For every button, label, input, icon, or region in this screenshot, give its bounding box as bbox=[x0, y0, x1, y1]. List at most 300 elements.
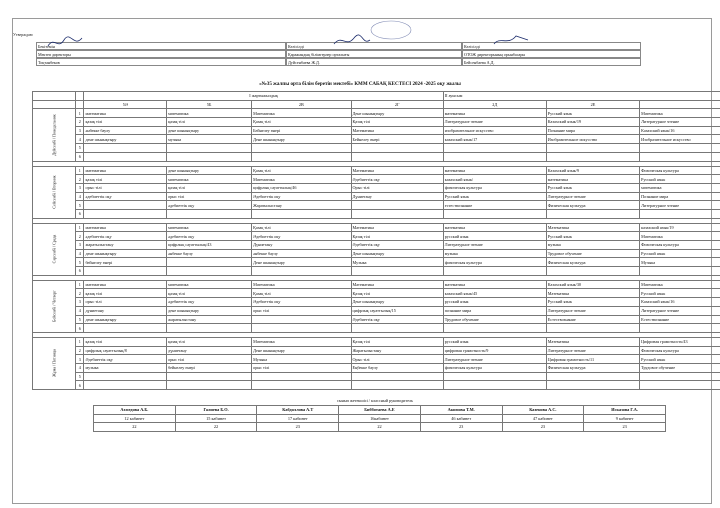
lesson-cell: Математика bbox=[546, 337, 639, 346]
lesson-cell bbox=[640, 324, 720, 333]
lesson-cell bbox=[167, 209, 252, 218]
lesson-cell: физическая культура bbox=[443, 363, 546, 372]
teachers-row bbox=[94, 423, 666, 432]
table-row bbox=[33, 109, 720, 118]
table-row bbox=[33, 346, 720, 355]
schedule-table bbox=[32, 91, 720, 390]
lesson-cell: казахский язык/19 bbox=[640, 223, 720, 232]
lesson-cell: Әдебиеттік оқу bbox=[351, 241, 443, 250]
shift-header-2: II ауысым bbox=[443, 92, 720, 101]
lesson-cell bbox=[252, 209, 351, 218]
lesson-cell bbox=[443, 152, 546, 161]
lesson-cell: Дене шынықтыру bbox=[351, 298, 443, 307]
lesson-cell: цифрлық сауаттылық/43 bbox=[167, 241, 252, 250]
table-row bbox=[33, 372, 720, 381]
day-name: Жұма / Пятница bbox=[51, 349, 57, 378]
lesson-cell: русский язык bbox=[443, 232, 546, 241]
lesson-cell: цифрлық сауаттылық/15 bbox=[351, 306, 443, 315]
class-header: 5Ә bbox=[84, 100, 167, 109]
class-header: 2Г bbox=[351, 100, 443, 109]
lesson-cell: Русский язык bbox=[640, 249, 720, 258]
lesson-cell: Бейнелеу өнері bbox=[252, 126, 351, 135]
lesson-cell: Математика bbox=[546, 289, 639, 298]
lesson-cell: Дене шынықтыру bbox=[351, 249, 443, 258]
table-row bbox=[33, 144, 720, 153]
lesson-cell: физическая культура bbox=[443, 258, 546, 267]
lesson-cell: орыс тілі bbox=[84, 183, 167, 192]
table-row bbox=[33, 209, 720, 218]
teacher-name: Акимова Т.М. bbox=[420, 406, 502, 415]
class-header: 2В bbox=[252, 100, 351, 109]
lesson-cell: изобразительное искусство bbox=[443, 126, 546, 135]
teacher-name: Ахмедова А.Б. bbox=[94, 406, 176, 415]
shift-header-row bbox=[33, 92, 720, 101]
lesson-cell bbox=[546, 144, 639, 153]
lesson-cell: орыс тілі bbox=[84, 298, 167, 307]
lesson-cell: Математика bbox=[252, 109, 351, 118]
lesson-cell: Математика bbox=[252, 337, 351, 346]
lesson-cell: познание мира bbox=[443, 306, 546, 315]
table-row bbox=[33, 381, 720, 390]
lesson-cell: орыс тілі bbox=[167, 192, 252, 201]
lesson-cell: Жаратылыстану bbox=[351, 346, 443, 355]
lesson-number: 2 bbox=[76, 232, 84, 241]
lesson-cell: Русский язык bbox=[546, 232, 639, 241]
table-row bbox=[33, 363, 720, 372]
day-name: Сәрсенбі / Среда bbox=[51, 234, 57, 264]
lesson-cell: Русский язык bbox=[546, 183, 639, 192]
teacher-room: 17 кабинет bbox=[257, 414, 339, 423]
lesson-cell: Орыс тілі bbox=[351, 355, 443, 364]
lesson-cell: математика bbox=[84, 223, 167, 232]
table-row bbox=[33, 183, 720, 192]
lesson-cell bbox=[443, 324, 546, 333]
lesson-cell: дене шынықтыру bbox=[84, 135, 167, 144]
lesson-cell: Математика bbox=[351, 166, 443, 175]
lesson-cell: Қазақ тілі bbox=[252, 223, 351, 232]
table-row bbox=[33, 152, 720, 161]
lesson-cell bbox=[84, 324, 167, 333]
lesson-cell bbox=[84, 209, 167, 218]
lesson-number: 6 bbox=[76, 267, 84, 276]
lesson-cell: Математика bbox=[546, 223, 639, 232]
class-count: 23 bbox=[257, 423, 339, 432]
lesson-cell bbox=[167, 372, 252, 381]
lesson-cell: дене шынықтыру bbox=[167, 306, 252, 315]
lesson-number: 4 bbox=[76, 249, 84, 258]
table-row bbox=[33, 201, 720, 210]
agreed-signature-1 bbox=[332, 34, 372, 50]
lesson-cell: әнбекке баулу bbox=[252, 249, 351, 258]
approve-mid-3: Дуйсенбаева Ж.Д. bbox=[286, 58, 462, 66]
lesson-cell bbox=[640, 267, 720, 276]
class-count: 23 bbox=[420, 423, 502, 432]
lesson-cell: Казахский язык/16 bbox=[640, 126, 720, 135]
lesson-cell bbox=[167, 324, 252, 333]
lesson-cell: казахский язык/17 bbox=[443, 135, 546, 144]
lesson-cell bbox=[443, 372, 546, 381]
lesson-cell: Еңбекке баулу bbox=[351, 363, 443, 372]
teachers-row bbox=[94, 406, 666, 415]
lesson-cell: Физическая культура bbox=[640, 241, 720, 250]
lesson-cell: физическая культура bbox=[443, 183, 546, 192]
lesson-cell: Музыка bbox=[640, 258, 720, 267]
lesson-cell bbox=[351, 267, 443, 276]
table-row bbox=[33, 241, 720, 250]
lesson-cell: казахский язык/45 bbox=[443, 289, 546, 298]
lesson-cell bbox=[84, 381, 167, 390]
lesson-number: 5 bbox=[76, 258, 84, 267]
lesson-cell bbox=[546, 209, 639, 218]
lesson-cell: Математика bbox=[640, 109, 720, 118]
lesson-cell: Қазақ тілі bbox=[351, 289, 443, 298]
lesson-cell: Литературное чтение bbox=[640, 118, 720, 127]
lesson-cell bbox=[546, 372, 639, 381]
lesson-cell: музыка bbox=[443, 249, 546, 258]
table-row bbox=[33, 192, 720, 201]
teacher-name: Галиева Б.О. bbox=[175, 406, 257, 415]
lesson-cell: математика bbox=[167, 223, 252, 232]
shift-header-1: I жартыжылдық bbox=[84, 92, 443, 101]
table-row bbox=[33, 118, 720, 127]
table-row bbox=[33, 223, 720, 232]
schedule-title: «№35 жалпы орта білім беретін мектебі» КММ САБАҚ КЕСТЕСІ 2024 -2025 оқу жылы bbox=[259, 81, 461, 87]
lesson-cell bbox=[84, 144, 167, 153]
lesson-cell: математика bbox=[84, 166, 167, 175]
lesson-cell: Цифровая грамотность/43 bbox=[640, 337, 720, 346]
lesson-cell: Русский язык bbox=[640, 289, 720, 298]
lesson-cell: әдебиеттік оқу bbox=[167, 298, 252, 307]
agreed-signature-2 bbox=[492, 32, 532, 48]
lesson-cell bbox=[546, 152, 639, 161]
lesson-cell bbox=[443, 267, 546, 276]
lesson-cell: орыс тілі bbox=[252, 306, 351, 315]
lesson-number: 6 bbox=[76, 152, 84, 161]
table-row bbox=[33, 232, 720, 241]
lesson-cell: Қазақ тілі bbox=[252, 166, 351, 175]
lesson-cell bbox=[351, 324, 443, 333]
class-count: 22 bbox=[175, 423, 257, 432]
teacher-room: 47 кабинет bbox=[502, 414, 584, 423]
lesson-number: 5 bbox=[76, 372, 84, 381]
lesson-cell: әдебиеттік оқу bbox=[167, 201, 252, 210]
lesson-number: 6 bbox=[76, 324, 84, 333]
table-row bbox=[33, 135, 720, 144]
lesson-number: 2 bbox=[76, 289, 84, 298]
lesson-cell: казахский язык/ bbox=[443, 175, 546, 184]
table-row bbox=[33, 315, 720, 324]
lesson-cell bbox=[640, 144, 720, 153]
teachers-row bbox=[94, 414, 666, 423]
lesson-cell bbox=[84, 267, 167, 276]
lesson-cell: Трудовое обучение bbox=[640, 363, 720, 372]
lesson-number: 1 bbox=[76, 109, 84, 118]
lesson-cell: математика bbox=[443, 166, 546, 175]
lesson-cell: математика bbox=[443, 280, 546, 289]
lesson-cell bbox=[252, 152, 351, 161]
lesson-cell bbox=[546, 267, 639, 276]
approve-right-1: Келісілді bbox=[462, 42, 641, 50]
lesson-cell bbox=[351, 201, 443, 210]
lesson-cell bbox=[351, 372, 443, 381]
lesson-cell: Дүниетану bbox=[252, 241, 351, 250]
lesson-cell: Орыс тілі bbox=[351, 183, 443, 192]
lesson-cell: музыка bbox=[84, 363, 167, 372]
lesson-number: 1 bbox=[76, 280, 84, 289]
lesson-cell: Литературное чтение bbox=[443, 241, 546, 250]
lesson-cell: дене шынықтыру bbox=[167, 126, 252, 135]
approve-mid-2: Қаражандық білімгерлер орталығы bbox=[286, 50, 462, 58]
lesson-cell: Математика bbox=[351, 126, 443, 135]
table-row bbox=[33, 337, 720, 346]
lesson-cell: Литературное чтение bbox=[546, 306, 639, 315]
lesson-number: 2 bbox=[76, 346, 84, 355]
lesson-number: 1 bbox=[76, 166, 84, 175]
lesson-number: 2 bbox=[76, 175, 84, 184]
lesson-cell: Математика bbox=[252, 280, 351, 289]
lesson-cell: Дене шынықтыру bbox=[252, 258, 351, 267]
lesson-cell bbox=[443, 381, 546, 390]
class-header-row bbox=[33, 100, 720, 109]
day-name: Сейсенбі / Вторник bbox=[51, 175, 57, 209]
teacher-name: Кабдоллова А.Т bbox=[257, 406, 339, 415]
lesson-cell: Русский язык bbox=[640, 355, 720, 364]
table-row bbox=[33, 324, 720, 333]
lesson-cell: Әдебиеттік оқу bbox=[351, 175, 443, 184]
lesson-cell: Казахский язык/30 bbox=[546, 280, 639, 289]
lesson-cell: Әдебиеттік оқу bbox=[252, 192, 351, 201]
lesson-cell: Естествознание bbox=[640, 315, 720, 324]
lesson-cell: математика bbox=[546, 175, 639, 184]
lesson-cell: Дене шынықтыру bbox=[351, 109, 443, 118]
lesson-cell: Математика bbox=[351, 280, 443, 289]
lesson-cell: орыс тілі bbox=[167, 355, 252, 364]
lesson-cell: Казахский язык/19 bbox=[546, 118, 639, 127]
table-row bbox=[33, 298, 720, 307]
class-count: 22 bbox=[94, 423, 176, 432]
lesson-cell: Математика bbox=[640, 232, 720, 241]
lesson-number: 6 bbox=[76, 381, 84, 390]
lesson-cell bbox=[252, 267, 351, 276]
lesson-cell bbox=[84, 201, 167, 210]
lesson-cell: Литературное чтение bbox=[443, 355, 546, 364]
lesson-number: 1 bbox=[76, 223, 84, 232]
approve-left-3: Тоқтанбеков bbox=[36, 58, 286, 66]
lesson-cell: русский язык bbox=[443, 298, 546, 307]
approve-right-2: ОТОЖ директорының орынбасары bbox=[462, 50, 641, 58]
lesson-cell bbox=[84, 152, 167, 161]
table-row bbox=[33, 258, 720, 267]
lesson-cell bbox=[546, 381, 639, 390]
table-row bbox=[33, 355, 720, 364]
lesson-cell: дене шынықтыру bbox=[84, 249, 167, 258]
lesson-cell: Математика bbox=[640, 280, 720, 289]
lesson-cell: Литературное чтение bbox=[443, 118, 546, 127]
lesson-cell bbox=[640, 372, 720, 381]
approve-mid-1: Келісілді bbox=[286, 42, 462, 50]
day-label bbox=[33, 109, 76, 161]
lesson-cell bbox=[84, 372, 167, 381]
lesson-cell bbox=[351, 209, 443, 218]
lesson-cell: естествознание bbox=[443, 201, 546, 210]
class-count: 23 bbox=[502, 423, 584, 432]
day-name: Бейсенбі / Четверг bbox=[51, 290, 57, 323]
lesson-number: 4 bbox=[76, 306, 84, 315]
lesson-cell: Дене шынықтыру bbox=[252, 346, 351, 355]
class-header: 2Е bbox=[546, 100, 639, 109]
lesson-number: 3 bbox=[76, 183, 84, 192]
lesson-cell: Әдебиеттік оқу bbox=[252, 232, 351, 241]
lesson-cell: Музыка bbox=[252, 355, 351, 364]
lesson-cell bbox=[443, 209, 546, 218]
director-signature bbox=[46, 34, 86, 52]
lesson-cell: Литературное чтение bbox=[640, 201, 720, 210]
lesson-cell: Қазақ тілі bbox=[351, 337, 443, 346]
lesson-number: 5 bbox=[76, 315, 84, 324]
lesson-cell: Әдебиеттік оқу bbox=[252, 298, 351, 307]
lesson-cell: қазақ тілі bbox=[84, 118, 167, 127]
lesson-cell bbox=[167, 267, 252, 276]
lesson-number: 5 bbox=[76, 144, 84, 153]
lesson-number: 3 bbox=[76, 298, 84, 307]
lesson-number: 2 bbox=[76, 118, 84, 127]
lesson-cell: дене шынықтыру bbox=[84, 315, 167, 324]
class-header: 5Б bbox=[167, 100, 252, 109]
day-name: Дүйсенбі / Понедельник bbox=[51, 114, 57, 156]
lesson-cell: Қазақ тілі bbox=[252, 289, 351, 298]
lesson-cell: әнбекке баулу bbox=[84, 126, 167, 135]
lesson-cell bbox=[351, 152, 443, 161]
lesson-cell: Познание мира bbox=[546, 126, 639, 135]
lesson-cell: цифрлық сауаттылық/46 bbox=[252, 183, 351, 192]
lesson-cell: Казахский язык/16 bbox=[640, 298, 720, 307]
lesson-cell: Изобразительное искусство bbox=[640, 135, 720, 144]
lesson-cell: қазақ тілі bbox=[167, 183, 252, 192]
lesson-cell: Бейнелеу өнері bbox=[351, 135, 443, 144]
table-row bbox=[33, 249, 720, 258]
lesson-cell bbox=[252, 144, 351, 153]
lesson-cell: Литературное чтение bbox=[546, 192, 639, 201]
approve-right-3: Бейсенбаева А.Д. bbox=[462, 58, 641, 66]
lesson-cell: қазақ тілі bbox=[84, 175, 167, 184]
teacher-room: 46 кабинет bbox=[420, 414, 502, 423]
lesson-cell: математика bbox=[167, 175, 252, 184]
lesson-cell bbox=[443, 144, 546, 153]
lesson-cell: Музыка bbox=[351, 258, 443, 267]
table-row bbox=[33, 280, 720, 289]
lesson-cell: математика bbox=[84, 280, 167, 289]
table-row bbox=[33, 267, 720, 276]
stamp-icon bbox=[369, 19, 413, 41]
lesson-cell: Русский язык bbox=[443, 192, 546, 201]
lesson-number: 5 bbox=[76, 201, 84, 210]
lesson-cell: дүниетану bbox=[84, 306, 167, 315]
lesson-cell: Қазақ тілі bbox=[351, 118, 443, 127]
lesson-cell: Физическая культура bbox=[546, 363, 639, 372]
lesson-cell: жаратылыстану bbox=[167, 315, 252, 324]
lesson-cell: Русский язык bbox=[546, 298, 639, 307]
lesson-cell: Математика bbox=[351, 223, 443, 232]
class-header: 2Д bbox=[443, 100, 546, 109]
lesson-cell: математика bbox=[84, 109, 167, 118]
lesson-cell: математика bbox=[167, 109, 252, 118]
table-row bbox=[33, 175, 720, 184]
day-label bbox=[33, 223, 76, 275]
lesson-cell: математика bbox=[443, 109, 546, 118]
teacher-room: 12 кабинет bbox=[94, 414, 176, 423]
lesson-cell: Познание мира bbox=[640, 192, 720, 201]
class-count: 22 bbox=[339, 423, 421, 432]
lesson-cell: математика bbox=[443, 223, 546, 232]
teachers-table bbox=[93, 405, 666, 432]
lesson-cell: цифрлық сауаттылық/8 bbox=[84, 346, 167, 355]
lesson-cell: Математика bbox=[252, 175, 351, 184]
teacher-name: Исказова Г.А. bbox=[584, 406, 666, 415]
lesson-cell: цифровая грамотность/9 bbox=[443, 346, 546, 355]
lesson-cell: Физическая культура bbox=[640, 346, 720, 355]
lesson-cell bbox=[252, 315, 351, 324]
lesson-cell: Әдебиеттік оқу bbox=[351, 315, 443, 324]
lesson-cell bbox=[167, 381, 252, 390]
corner-label: Утверждаю bbox=[13, 32, 33, 37]
lesson-cell bbox=[546, 324, 639, 333]
lesson-cell: русский язык bbox=[443, 337, 546, 346]
lesson-number: 4 bbox=[76, 363, 84, 372]
lesson-cell: әнбекке баулу bbox=[167, 249, 252, 258]
lesson-cell: қазақ тілі bbox=[167, 118, 252, 127]
lesson-cell bbox=[640, 209, 720, 218]
lesson-cell: бейнелеу өнері bbox=[167, 363, 252, 372]
table-row bbox=[33, 166, 720, 175]
teacher-room: 9 кабинет bbox=[584, 414, 666, 423]
lesson-cell: Трудовое обучение bbox=[546, 249, 639, 258]
lesson-cell: әдебиеттік оқу bbox=[84, 232, 167, 241]
day-label bbox=[33, 337, 76, 389]
lesson-cell: қазақ тілі bbox=[84, 289, 167, 298]
lesson-cell: жаратылыстану bbox=[84, 241, 167, 250]
day-label bbox=[33, 280, 76, 332]
lesson-cell: Қазақ тілі bbox=[351, 232, 443, 241]
lesson-cell: Казахский язык/9 bbox=[546, 166, 639, 175]
class-count: 23 bbox=[584, 423, 666, 432]
day-label bbox=[33, 166, 76, 218]
lesson-cell: музыка bbox=[546, 241, 639, 250]
teacher-room: 16кабинет bbox=[339, 414, 421, 423]
lesson-cell: Русский язык bbox=[546, 109, 639, 118]
lesson-cell: Дүниетану bbox=[351, 192, 443, 201]
lesson-cell: дүниетану bbox=[167, 346, 252, 355]
lesson-cell: Жаратылыстану bbox=[252, 201, 351, 210]
table-row bbox=[33, 306, 720, 315]
teacher-room: 15 кабинет bbox=[175, 414, 257, 423]
footer-title: сынып жетекшісі / классный руководитель bbox=[336, 398, 414, 403]
lesson-number: 6 bbox=[76, 209, 84, 218]
lesson-cell: Физическая культура bbox=[640, 166, 720, 175]
lesson-cell: Цифровая грамотность/11 bbox=[546, 355, 639, 364]
table-row bbox=[33, 126, 720, 135]
lesson-cell: Қазақ тілі bbox=[252, 118, 351, 127]
teacher-name: Бибботаева А.Е bbox=[339, 406, 421, 415]
lesson-number: 4 bbox=[76, 192, 84, 201]
lesson-cell: Дене шынықтыру bbox=[252, 135, 351, 144]
lesson-cell: Естествознание bbox=[546, 315, 639, 324]
lesson-cell: орыс тілі bbox=[252, 363, 351, 372]
lesson-cell bbox=[252, 381, 351, 390]
lesson-cell bbox=[252, 324, 351, 333]
lesson-cell: Русский язык bbox=[640, 175, 720, 184]
teacher-name: Казенова А.С. bbox=[502, 406, 584, 415]
lesson-cell: математика bbox=[167, 280, 252, 289]
